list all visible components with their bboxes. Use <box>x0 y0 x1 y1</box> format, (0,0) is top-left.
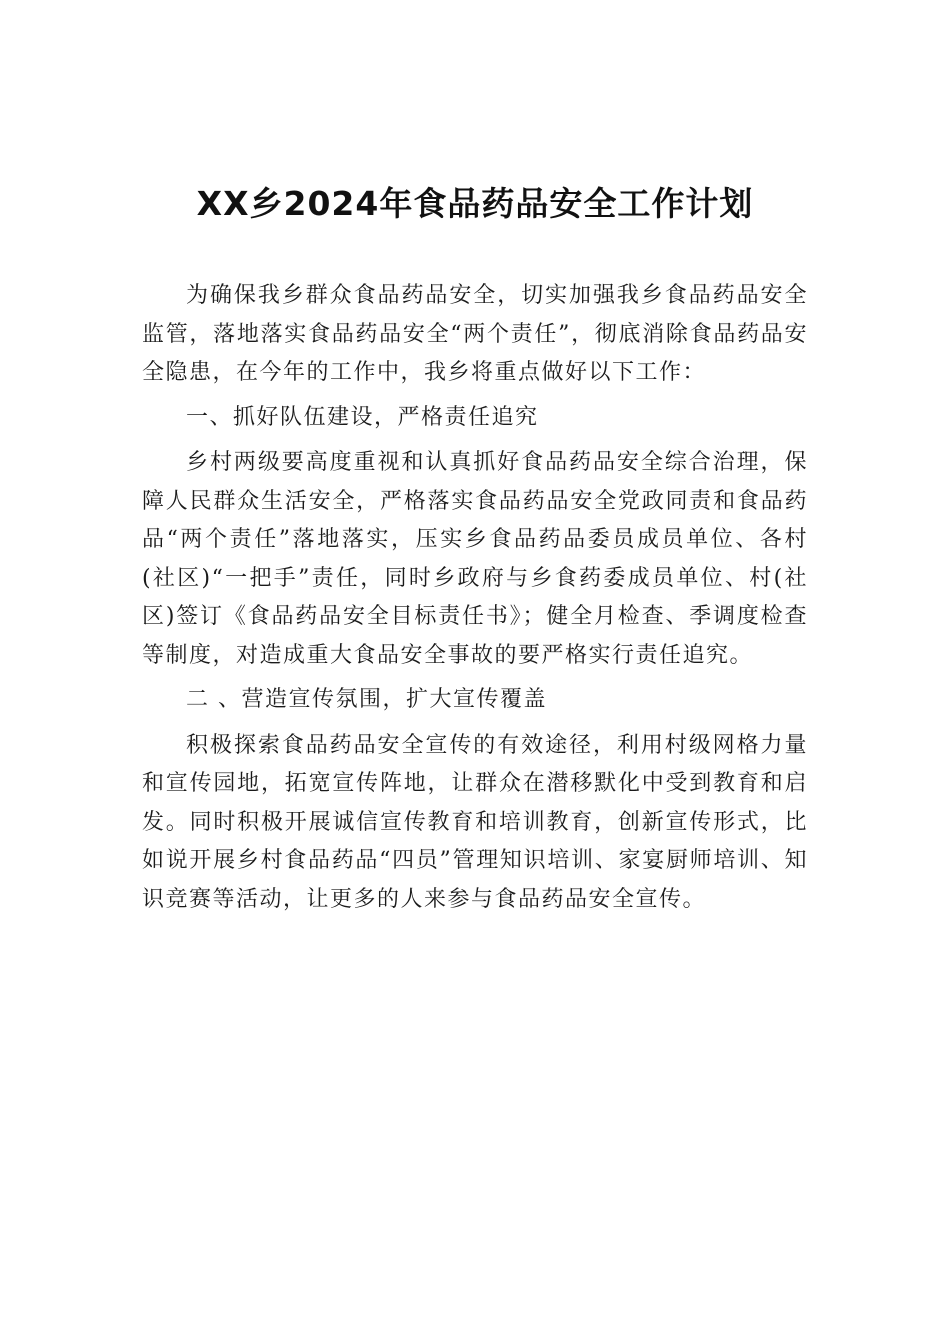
section-heading-2: 二 、营造宣传氛围，扩大宣传覆盖 <box>186 687 547 712</box>
section-heading-1: 一、抓好队伍建设，严格责任追究 <box>186 404 539 430</box>
intro-paragraph: 为确保我乡群众食品药品安全，切实加强我乡食品药品安全监管，落地落实食品药品安全“两个责任”，彻底消除食品药品安全隐患，在今年的工作中，我乡将重点做好以下工作： <box>142 283 808 385</box>
section-body-2: 积极探索食品药品安全宣传的有效途径，利用村级网格力量和宣传园地，拓宽宣传阵地，让群众在潜移默化中受到教育和启发。同时积极开展诚信宣传教育和培训教育，创新宣传形式，比如说开展乡村食品药品“四员”管理知识培训、家宴厨师培训、知识竞赛等活动，让更多的人来参与食品药品安全宣传。 <box>142 732 808 912</box>
document-body <box>142 277 808 919</box>
section-body-1: 乡村两级要高度重视和认真抓好食品药品安全综合治理，保障人民群众生活安全，严格落实食品药品安全党政同责和食品药品“两个责任”落地落实，压实乡食品药品委员成员单位、各村(社区)“一把手”责任，同时乡政府与乡食药委成员单位、村(社区)签订《食品药品安全目标责任书》；健全月检查、季调度检查等制度，对造成重大食品安全事故的要严格实行责任追究。 <box>142 450 808 668</box>
document-title: XX乡2024年食品药品安全工作计划 <box>196 184 754 223</box>
